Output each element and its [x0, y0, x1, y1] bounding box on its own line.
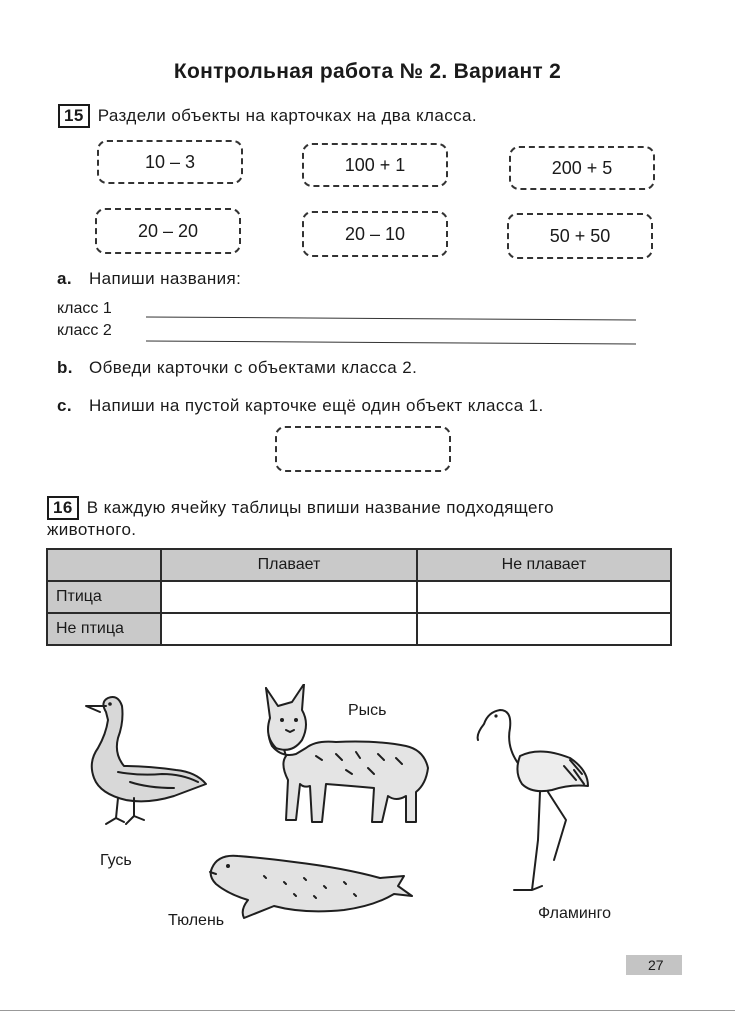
- subtask-a-text: Напиши названия:: [89, 269, 242, 288]
- cell-bird-swims[interactable]: [161, 581, 417, 613]
- subtask-b: [57, 358, 417, 378]
- empty-card[interactable]: [275, 426, 451, 472]
- col-header-not-swims: Не плавает: [417, 549, 671, 581]
- card-4[interactable]: 20 – 20: [95, 208, 241, 254]
- subtask-b-text: Обведи карточки с объектами класса 2.: [89, 358, 418, 377]
- caption-seal: Тюлень: [168, 912, 225, 929]
- task-16-prompt-line2: животного.: [47, 520, 137, 539]
- table-row: [47, 613, 671, 645]
- class-2-answer-line[interactable]: [146, 341, 636, 345]
- subtask-b-letter: b.: [57, 358, 73, 377]
- row-header-not-bird: Не птица: [47, 613, 161, 645]
- flamingo-picture: [470, 700, 600, 900]
- task-16-prompt-line1: В каждую ячейку таблицы впиши название подходящего: [86, 498, 554, 517]
- class-1-label: класс 1: [57, 300, 112, 317]
- subtask-a: [57, 269, 241, 289]
- animal-table: [46, 548, 672, 646]
- card-2[interactable]: 100 + 1: [302, 143, 448, 187]
- page-number: 27: [626, 955, 682, 975]
- bottom-rule: [0, 1010, 735, 1011]
- task-15-header: [58, 104, 477, 128]
- row-header-bird: Птица: [47, 581, 161, 613]
- card-6[interactable]: 50 + 50: [507, 213, 653, 259]
- subtask-c-text: Напиши на пустой карточке ещё один объект класса 1.: [89, 396, 544, 415]
- caption-lynx: Рысь: [348, 702, 387, 719]
- col-header-swims: Плавает: [161, 549, 417, 581]
- class-2-label: класс 2: [57, 322, 112, 339]
- subtask-c-letter: c.: [57, 396, 72, 415]
- page-title: Контрольная работа № 2. Вариант 2: [173, 60, 562, 83]
- lynx-picture: [256, 684, 436, 830]
- subtask-c: [57, 396, 544, 416]
- table-corner-cell: [47, 549, 161, 581]
- task-16-number: 16: [47, 496, 79, 520]
- caption-flamingo: Фламинго: [538, 905, 612, 922]
- class-1-answer-line[interactable]: [146, 317, 636, 321]
- caption-goose: Гусь: [100, 852, 132, 869]
- card-5[interactable]: 20 – 10: [302, 211, 448, 257]
- task-16-header: [47, 496, 687, 540]
- task-15-number: 15: [58, 104, 90, 128]
- table-row: [47, 581, 671, 613]
- task-15-prompt: Раздели объекты на карточках на два класса.: [97, 106, 478, 125]
- cell-not-bird-not-swims[interactable]: [417, 613, 671, 645]
- cell-not-bird-swims[interactable]: [161, 613, 417, 645]
- table-header-row: [47, 549, 671, 581]
- cell-bird-not-swims[interactable]: [417, 581, 671, 613]
- card-3[interactable]: 200 + 5: [509, 146, 655, 190]
- subtask-a-letter: a.: [57, 269, 72, 288]
- card-1[interactable]: 10 – 3: [97, 140, 243, 184]
- seal-picture: [204, 848, 418, 928]
- goose-picture: [78, 692, 212, 832]
